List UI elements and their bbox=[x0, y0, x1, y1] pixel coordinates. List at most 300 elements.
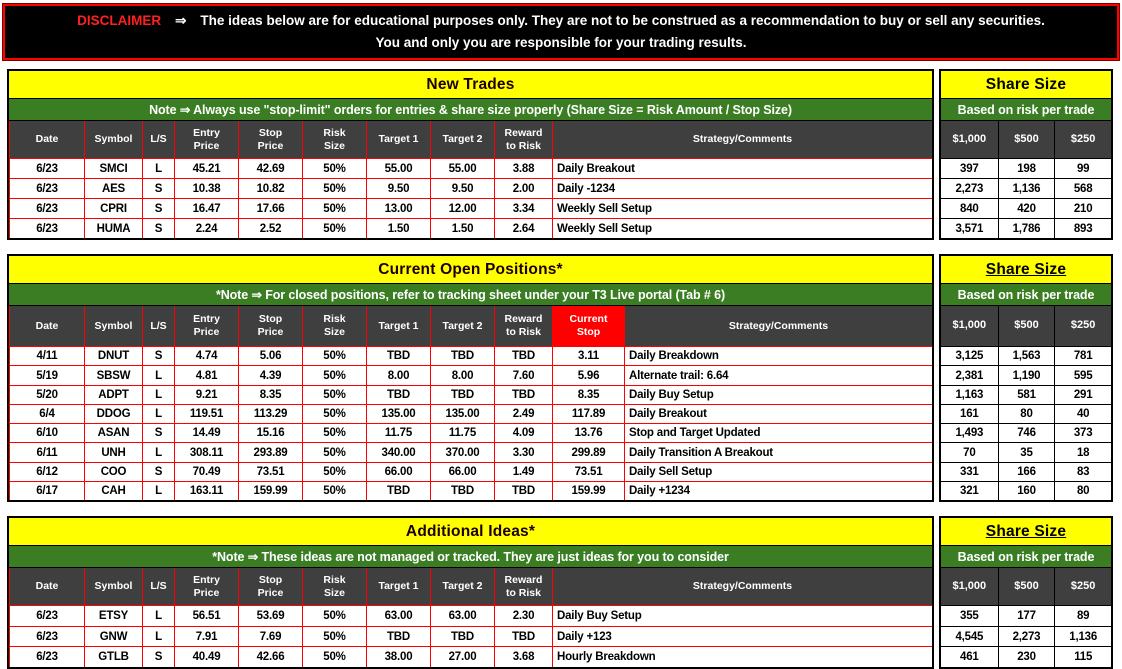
data-cell: 6/23 bbox=[9, 606, 84, 626]
header-cell: Symbol bbox=[84, 306, 142, 346]
data-cell: 66.00 bbox=[366, 463, 430, 481]
data-cell: 163.11 bbox=[174, 482, 238, 500]
data-cell: 8.00 bbox=[366, 366, 430, 384]
table-row bbox=[9, 159, 932, 179]
table-row bbox=[9, 424, 932, 443]
share-row bbox=[941, 159, 1111, 179]
disclaimer-banner bbox=[3, 4, 1119, 60]
data-cell: 13.00 bbox=[366, 199, 430, 218]
share-size-table bbox=[939, 516, 1113, 669]
share-cell: 291 bbox=[1054, 386, 1111, 404]
strategy-cell: Daily +1234 bbox=[624, 482, 932, 500]
share-size-note: Based on risk per trade bbox=[941, 546, 1111, 568]
section-title: New Trades bbox=[9, 71, 932, 99]
header-cell: Stop Price bbox=[238, 568, 302, 605]
data-cell: 63.00 bbox=[366, 606, 430, 626]
share-cell: 166 bbox=[998, 463, 1055, 481]
share-cell: 746 bbox=[998, 424, 1055, 442]
data-cell: 6/23 bbox=[9, 159, 84, 178]
header-cell: Target 1 bbox=[366, 568, 430, 605]
share-size-note: Based on risk per trade bbox=[941, 284, 1111, 306]
data-cell: 3.30 bbox=[494, 443, 552, 461]
data-cell: 2.00 bbox=[494, 179, 552, 198]
data-cell: 53.69 bbox=[238, 606, 302, 626]
data-cell: 3.11 bbox=[552, 347, 624, 365]
share-cell: 373 bbox=[1054, 424, 1111, 442]
data-cell: L bbox=[142, 366, 174, 384]
share-cell: 115 bbox=[1054, 647, 1111, 667]
data-cell: S bbox=[142, 647, 174, 667]
data-cell: 73.51 bbox=[552, 463, 624, 481]
table-body bbox=[9, 606, 932, 667]
share-row bbox=[941, 424, 1111, 443]
data-cell: L bbox=[142, 482, 174, 500]
share-cell: 1,563 bbox=[998, 347, 1055, 365]
data-cell: ADPT bbox=[84, 386, 142, 404]
strategy-cell: Hourly Breakdown bbox=[552, 647, 932, 667]
data-cell: SMCI bbox=[84, 159, 142, 178]
header-cell: Entry Price bbox=[174, 568, 238, 605]
data-cell: 55.00 bbox=[430, 159, 494, 178]
data-cell: 50% bbox=[302, 179, 366, 198]
data-cell: 50% bbox=[302, 219, 366, 238]
share-cell: 331 bbox=[960, 465, 979, 478]
share-cell: 230 bbox=[998, 647, 1055, 667]
data-cell: 135.00 bbox=[430, 405, 494, 423]
data-cell: 340.00 bbox=[366, 443, 430, 461]
data-cell: S bbox=[142, 347, 174, 365]
header-cell: Reward to Risk bbox=[494, 306, 552, 346]
share-row bbox=[941, 347, 1111, 366]
data-cell: 73.51 bbox=[238, 463, 302, 481]
data-cell: TBD bbox=[366, 627, 430, 647]
share-header-cell: $500 bbox=[998, 568, 1055, 605]
data-cell: 66.00 bbox=[430, 463, 494, 481]
data-cell: 5.06 bbox=[238, 347, 302, 365]
share-row bbox=[941, 386, 1111, 405]
data-cell: TBD bbox=[366, 347, 430, 365]
share-size-title: Share Size bbox=[941, 256, 1111, 284]
data-cell: 27.00 bbox=[430, 647, 494, 667]
data-cell: 2.52 bbox=[238, 219, 302, 238]
share-cell: 70 bbox=[963, 446, 976, 459]
data-cell: 11.75 bbox=[366, 424, 430, 442]
share-cell: 177 bbox=[998, 606, 1055, 626]
data-cell: 1.50 bbox=[430, 219, 494, 238]
data-cell: 7.60 bbox=[494, 366, 552, 384]
data-cell: 7.91 bbox=[174, 627, 238, 647]
data-cell: TBD bbox=[494, 627, 552, 647]
share-header-cell: $1,000 bbox=[941, 568, 998, 605]
strategy-cell: Daily Buy Setup bbox=[624, 386, 932, 404]
data-cell: 50% bbox=[302, 482, 366, 500]
data-cell: TBD bbox=[430, 347, 494, 365]
data-cell: 9.50 bbox=[366, 179, 430, 198]
additional-ideas-table bbox=[7, 516, 934, 669]
data-cell: 50% bbox=[302, 159, 366, 178]
data-cell: CPRI bbox=[84, 199, 142, 218]
data-cell: 6/23 bbox=[9, 179, 84, 198]
column-header-row bbox=[9, 568, 932, 606]
data-cell: 8.00 bbox=[430, 366, 494, 384]
share-cell: 80 bbox=[1054, 482, 1111, 500]
data-cell: 4.74 bbox=[174, 347, 238, 365]
data-cell: 10.38 bbox=[174, 179, 238, 198]
data-cell: TBD bbox=[494, 347, 552, 365]
share-cell: 18 bbox=[1054, 443, 1111, 461]
header-cell: L/S bbox=[142, 568, 174, 605]
data-cell: 5/20 bbox=[9, 386, 84, 404]
table-row bbox=[9, 443, 932, 462]
table-body bbox=[9, 159, 932, 238]
current-open-positions-section bbox=[7, 254, 1114, 502]
data-cell: 159.99 bbox=[552, 482, 624, 500]
data-cell: 299.89 bbox=[552, 443, 624, 461]
share-body bbox=[941, 159, 1111, 238]
share-size-table bbox=[939, 69, 1113, 240]
data-cell: 6/23 bbox=[9, 627, 84, 647]
data-cell: 4.09 bbox=[494, 424, 552, 442]
share-header-cell: $1,000 bbox=[941, 306, 998, 346]
table-row bbox=[9, 606, 932, 627]
share-header-row bbox=[941, 306, 1111, 347]
data-cell: COO bbox=[84, 463, 142, 481]
header-cell: Stop Price bbox=[238, 306, 302, 346]
new-trades-section bbox=[7, 69, 1114, 240]
share-body bbox=[941, 606, 1111, 667]
data-cell: 6/4 bbox=[9, 405, 84, 423]
header-cell: Risk Size bbox=[302, 306, 366, 346]
data-cell: 117.89 bbox=[552, 405, 624, 423]
data-cell: 16.47 bbox=[174, 199, 238, 218]
share-row bbox=[941, 627, 1111, 648]
data-cell: AES bbox=[84, 179, 142, 198]
data-cell: S bbox=[142, 424, 174, 442]
header-cell: Target 2 bbox=[430, 306, 494, 346]
data-cell: L bbox=[142, 386, 174, 404]
data-cell: UNH bbox=[84, 443, 142, 461]
share-row bbox=[941, 179, 1111, 199]
header-cell: Target 1 bbox=[366, 121, 430, 158]
share-cell: 568 bbox=[1054, 179, 1111, 198]
data-cell: 50% bbox=[302, 627, 366, 647]
data-cell: 6/23 bbox=[9, 199, 84, 218]
data-cell: 4.81 bbox=[174, 366, 238, 384]
share-cell: 595 bbox=[1054, 366, 1111, 384]
data-cell: 6/11 bbox=[9, 443, 84, 461]
share-row bbox=[941, 647, 1111, 667]
table-row bbox=[9, 482, 932, 500]
data-cell: 8.35 bbox=[552, 386, 624, 404]
strategy-cell: Daily Breakdown bbox=[624, 347, 932, 365]
data-cell: 3.34 bbox=[494, 199, 552, 218]
section-title: Additional Ideas* bbox=[9, 518, 932, 546]
strategy-cell: Stop and Target Updated bbox=[624, 424, 932, 442]
share-cell: 2,273 bbox=[955, 182, 984, 195]
table-row bbox=[9, 386, 932, 405]
strategy-cell: Weekly Sell Setup bbox=[552, 199, 932, 218]
arrow-right-icon: ⇒ bbox=[175, 13, 187, 28]
header-cell: Target 2 bbox=[430, 121, 494, 158]
data-cell: 50% bbox=[302, 366, 366, 384]
table-row bbox=[9, 627, 932, 648]
data-cell: 7.69 bbox=[238, 627, 302, 647]
table-row bbox=[9, 219, 932, 238]
data-cell: DNUT bbox=[84, 347, 142, 365]
data-cell: 13.76 bbox=[552, 424, 624, 442]
data-cell: 6/17 bbox=[9, 482, 84, 500]
data-cell: 50% bbox=[302, 386, 366, 404]
data-cell: 42.69 bbox=[238, 159, 302, 178]
share-header-row bbox=[941, 121, 1111, 159]
header-cell: Reward to Risk bbox=[494, 121, 552, 158]
share-cell: 80 bbox=[998, 405, 1055, 423]
share-cell: 2,381 bbox=[955, 369, 984, 382]
share-cell: 321 bbox=[960, 485, 979, 498]
strategy-cell: Daily Buy Setup bbox=[552, 606, 932, 626]
data-cell: 3.68 bbox=[494, 647, 552, 667]
data-cell: TBD bbox=[430, 482, 494, 500]
data-cell: 2.49 bbox=[494, 405, 552, 423]
share-cell: 40 bbox=[1054, 405, 1111, 423]
data-cell: TBD bbox=[430, 627, 494, 647]
data-cell: 63.00 bbox=[430, 606, 494, 626]
share-size-title: Share Size bbox=[941, 71, 1111, 99]
table-row bbox=[9, 405, 932, 424]
share-size-table bbox=[939, 254, 1113, 502]
data-cell: L bbox=[142, 159, 174, 178]
header-cell: Reward to Risk bbox=[494, 568, 552, 605]
data-cell: 12.00 bbox=[430, 199, 494, 218]
data-cell: 308.11 bbox=[174, 443, 238, 461]
data-cell: 45.21 bbox=[174, 159, 238, 178]
data-cell: 50% bbox=[302, 199, 366, 218]
data-cell: 6/23 bbox=[9, 219, 84, 238]
strategy-cell: Alternate trail: 6.64 bbox=[624, 366, 932, 384]
share-row bbox=[941, 606, 1111, 627]
data-cell: 14.49 bbox=[174, 424, 238, 442]
data-cell: 119.51 bbox=[174, 405, 238, 423]
trading-ideas-sheet bbox=[0, 4, 1122, 664]
header-cell: L/S bbox=[142, 306, 174, 346]
share-cell: 1,190 bbox=[998, 366, 1055, 384]
current-open-positions-table bbox=[7, 254, 934, 502]
data-cell: GTLB bbox=[84, 647, 142, 667]
data-cell: 70.49 bbox=[174, 463, 238, 481]
data-cell: 2.24 bbox=[174, 219, 238, 238]
header-cell: Symbol bbox=[84, 121, 142, 158]
header-cell: Strategy/Comments bbox=[552, 121, 932, 158]
share-cell: 4,545 bbox=[955, 630, 984, 643]
share-cell: 355 bbox=[960, 609, 979, 622]
column-header-row bbox=[9, 121, 932, 159]
share-cell: 198 bbox=[998, 159, 1055, 178]
data-cell: 293.89 bbox=[238, 443, 302, 461]
share-cell: 99 bbox=[1054, 159, 1111, 178]
share-row bbox=[941, 199, 1111, 219]
header-cell: Target 2 bbox=[430, 568, 494, 605]
data-cell: 135.00 bbox=[366, 405, 430, 423]
section-note: Note ⇒ Always use "stop-limit" orders for entries & share size properly (Share Size = Risk Amount / Stop Size) bbox=[9, 99, 932, 121]
table-row bbox=[9, 179, 932, 199]
share-cell: 160 bbox=[998, 482, 1055, 500]
share-cell: 161 bbox=[960, 408, 979, 421]
share-cell: 89 bbox=[1054, 606, 1111, 626]
share-header-cell: $1,000 bbox=[941, 121, 998, 158]
share-size-note: Based on risk per trade bbox=[941, 99, 1111, 121]
strategy-cell: Daily Breakout bbox=[552, 159, 932, 178]
data-cell: ASAN bbox=[84, 424, 142, 442]
data-cell: 17.66 bbox=[238, 199, 302, 218]
data-cell: TBD bbox=[494, 482, 552, 500]
data-cell: S bbox=[142, 463, 174, 481]
data-cell: 2.30 bbox=[494, 606, 552, 626]
disclaimer-label: DISCLAIMER bbox=[77, 13, 162, 28]
data-cell: ETSY bbox=[84, 606, 142, 626]
share-cell: 3,125 bbox=[955, 350, 984, 363]
data-cell: GNW bbox=[84, 627, 142, 647]
table-row bbox=[9, 347, 932, 366]
header-cell: Entry Price bbox=[174, 121, 238, 158]
strategy-cell: Daily +123 bbox=[552, 627, 932, 647]
table-body bbox=[9, 347, 932, 500]
data-cell: S bbox=[142, 199, 174, 218]
table-row bbox=[9, 647, 932, 667]
share-cell: 840 bbox=[960, 202, 979, 215]
share-cell: 893 bbox=[1054, 219, 1111, 238]
share-cell: 3,571 bbox=[955, 222, 984, 235]
share-row bbox=[941, 482, 1111, 500]
data-cell: L bbox=[142, 405, 174, 423]
strategy-cell: Daily -1234 bbox=[552, 179, 932, 198]
share-header-cell: $500 bbox=[998, 306, 1055, 346]
data-cell: 50% bbox=[302, 347, 366, 365]
data-cell: 15.16 bbox=[238, 424, 302, 442]
share-row bbox=[941, 443, 1111, 462]
header-cell: L/S bbox=[142, 121, 174, 158]
data-cell: 1.49 bbox=[494, 463, 552, 481]
data-cell: 113.29 bbox=[238, 405, 302, 423]
data-cell: TBD bbox=[366, 386, 430, 404]
data-cell: 50% bbox=[302, 463, 366, 481]
share-size-title: Share Size bbox=[941, 518, 1111, 546]
column-header-row bbox=[9, 306, 932, 347]
data-cell: DDOG bbox=[84, 405, 142, 423]
share-cell: 1,493 bbox=[955, 427, 984, 440]
header-cell: Strategy/Comments bbox=[624, 306, 932, 346]
header-cell: Target 1 bbox=[366, 306, 430, 346]
data-cell: 6/23 bbox=[9, 647, 84, 667]
share-cell: 461 bbox=[960, 651, 979, 664]
data-cell: 9.50 bbox=[430, 179, 494, 198]
data-cell: CAH bbox=[84, 482, 142, 500]
data-cell: 159.99 bbox=[238, 482, 302, 500]
data-cell: 11.75 bbox=[430, 424, 494, 442]
strategy-cell: Daily Breakout bbox=[624, 405, 932, 423]
share-header-cell: $250 bbox=[1054, 121, 1111, 158]
data-cell: SBSW bbox=[84, 366, 142, 384]
data-cell: 8.35 bbox=[238, 386, 302, 404]
strategy-cell: Daily Sell Setup bbox=[624, 463, 932, 481]
share-header-cell: $500 bbox=[998, 121, 1055, 158]
header-cell: Date bbox=[9, 121, 84, 158]
data-cell: TBD bbox=[494, 386, 552, 404]
data-cell: 6/10 bbox=[9, 424, 84, 442]
share-header-cell: $250 bbox=[1054, 306, 1111, 346]
data-cell: 50% bbox=[302, 606, 366, 626]
data-cell: 5.96 bbox=[552, 366, 624, 384]
data-cell: 5/19 bbox=[9, 366, 84, 384]
data-cell: 370.00 bbox=[430, 443, 494, 461]
data-cell: 3.88 bbox=[494, 159, 552, 178]
share-cell: 2,273 bbox=[998, 627, 1055, 647]
data-cell: TBD bbox=[430, 386, 494, 404]
header-cell: Strategy/Comments bbox=[552, 568, 932, 605]
share-row bbox=[941, 405, 1111, 424]
table-row bbox=[9, 199, 932, 219]
share-cell: 35 bbox=[998, 443, 1055, 461]
data-cell: 2.64 bbox=[494, 219, 552, 238]
share-row bbox=[941, 366, 1111, 385]
data-cell: 4/11 bbox=[9, 347, 84, 365]
share-cell: 83 bbox=[1054, 463, 1111, 481]
disclaimer-text: The ideas below are for educational purposes only. They are not to be construed as a recommendation to buy or sell any securities. You and only you are responsible for your trading results. bbox=[200, 13, 1045, 50]
share-cell: 210 bbox=[1054, 199, 1111, 218]
additional-ideas-section bbox=[7, 516, 1114, 669]
header-cell: Date bbox=[9, 568, 84, 605]
share-row bbox=[941, 219, 1111, 238]
section-title: Current Open Positions* bbox=[9, 256, 932, 284]
share-header-row bbox=[941, 568, 1111, 606]
header-cell: Entry Price bbox=[174, 306, 238, 346]
share-cell: 581 bbox=[998, 386, 1055, 404]
strategy-cell: Weekly Sell Setup bbox=[552, 219, 932, 238]
header-cell: Risk Size bbox=[302, 568, 366, 605]
data-cell: 42.66 bbox=[238, 647, 302, 667]
share-header-cell: $250 bbox=[1054, 568, 1111, 605]
data-cell: 6/12 bbox=[9, 463, 84, 481]
data-cell: 50% bbox=[302, 443, 366, 461]
share-cell: 1,136 bbox=[998, 179, 1055, 198]
data-cell: S bbox=[142, 219, 174, 238]
data-cell: 50% bbox=[302, 424, 366, 442]
data-cell: 9.21 bbox=[174, 386, 238, 404]
data-cell: L bbox=[142, 606, 174, 626]
data-cell: 50% bbox=[302, 405, 366, 423]
share-cell: 1,786 bbox=[998, 219, 1055, 238]
data-cell: 40.49 bbox=[174, 647, 238, 667]
share-body bbox=[941, 347, 1111, 500]
share-cell: 1,163 bbox=[955, 388, 984, 401]
data-cell: 4.39 bbox=[238, 366, 302, 384]
header-cell: Stop Price bbox=[238, 121, 302, 158]
data-cell: 10.82 bbox=[238, 179, 302, 198]
data-cell: 55.00 bbox=[366, 159, 430, 178]
table-row bbox=[9, 366, 932, 385]
data-cell: TBD bbox=[366, 482, 430, 500]
data-cell: HUMA bbox=[84, 219, 142, 238]
strategy-cell: Daily Transition A Breakout bbox=[624, 443, 932, 461]
data-cell: 1.50 bbox=[366, 219, 430, 238]
header-cell: Date bbox=[9, 306, 84, 346]
share-cell: 1,136 bbox=[1054, 627, 1111, 647]
section-note: *Note ⇒ For closed positions, refer to tracking sheet under your T3 Live portal (Tab # 6) bbox=[9, 284, 932, 306]
data-cell: L bbox=[142, 627, 174, 647]
header-cell: Current Stop bbox=[552, 306, 624, 346]
data-cell: 38.00 bbox=[366, 647, 430, 667]
data-cell: S bbox=[142, 179, 174, 198]
header-cell: Symbol bbox=[84, 568, 142, 605]
